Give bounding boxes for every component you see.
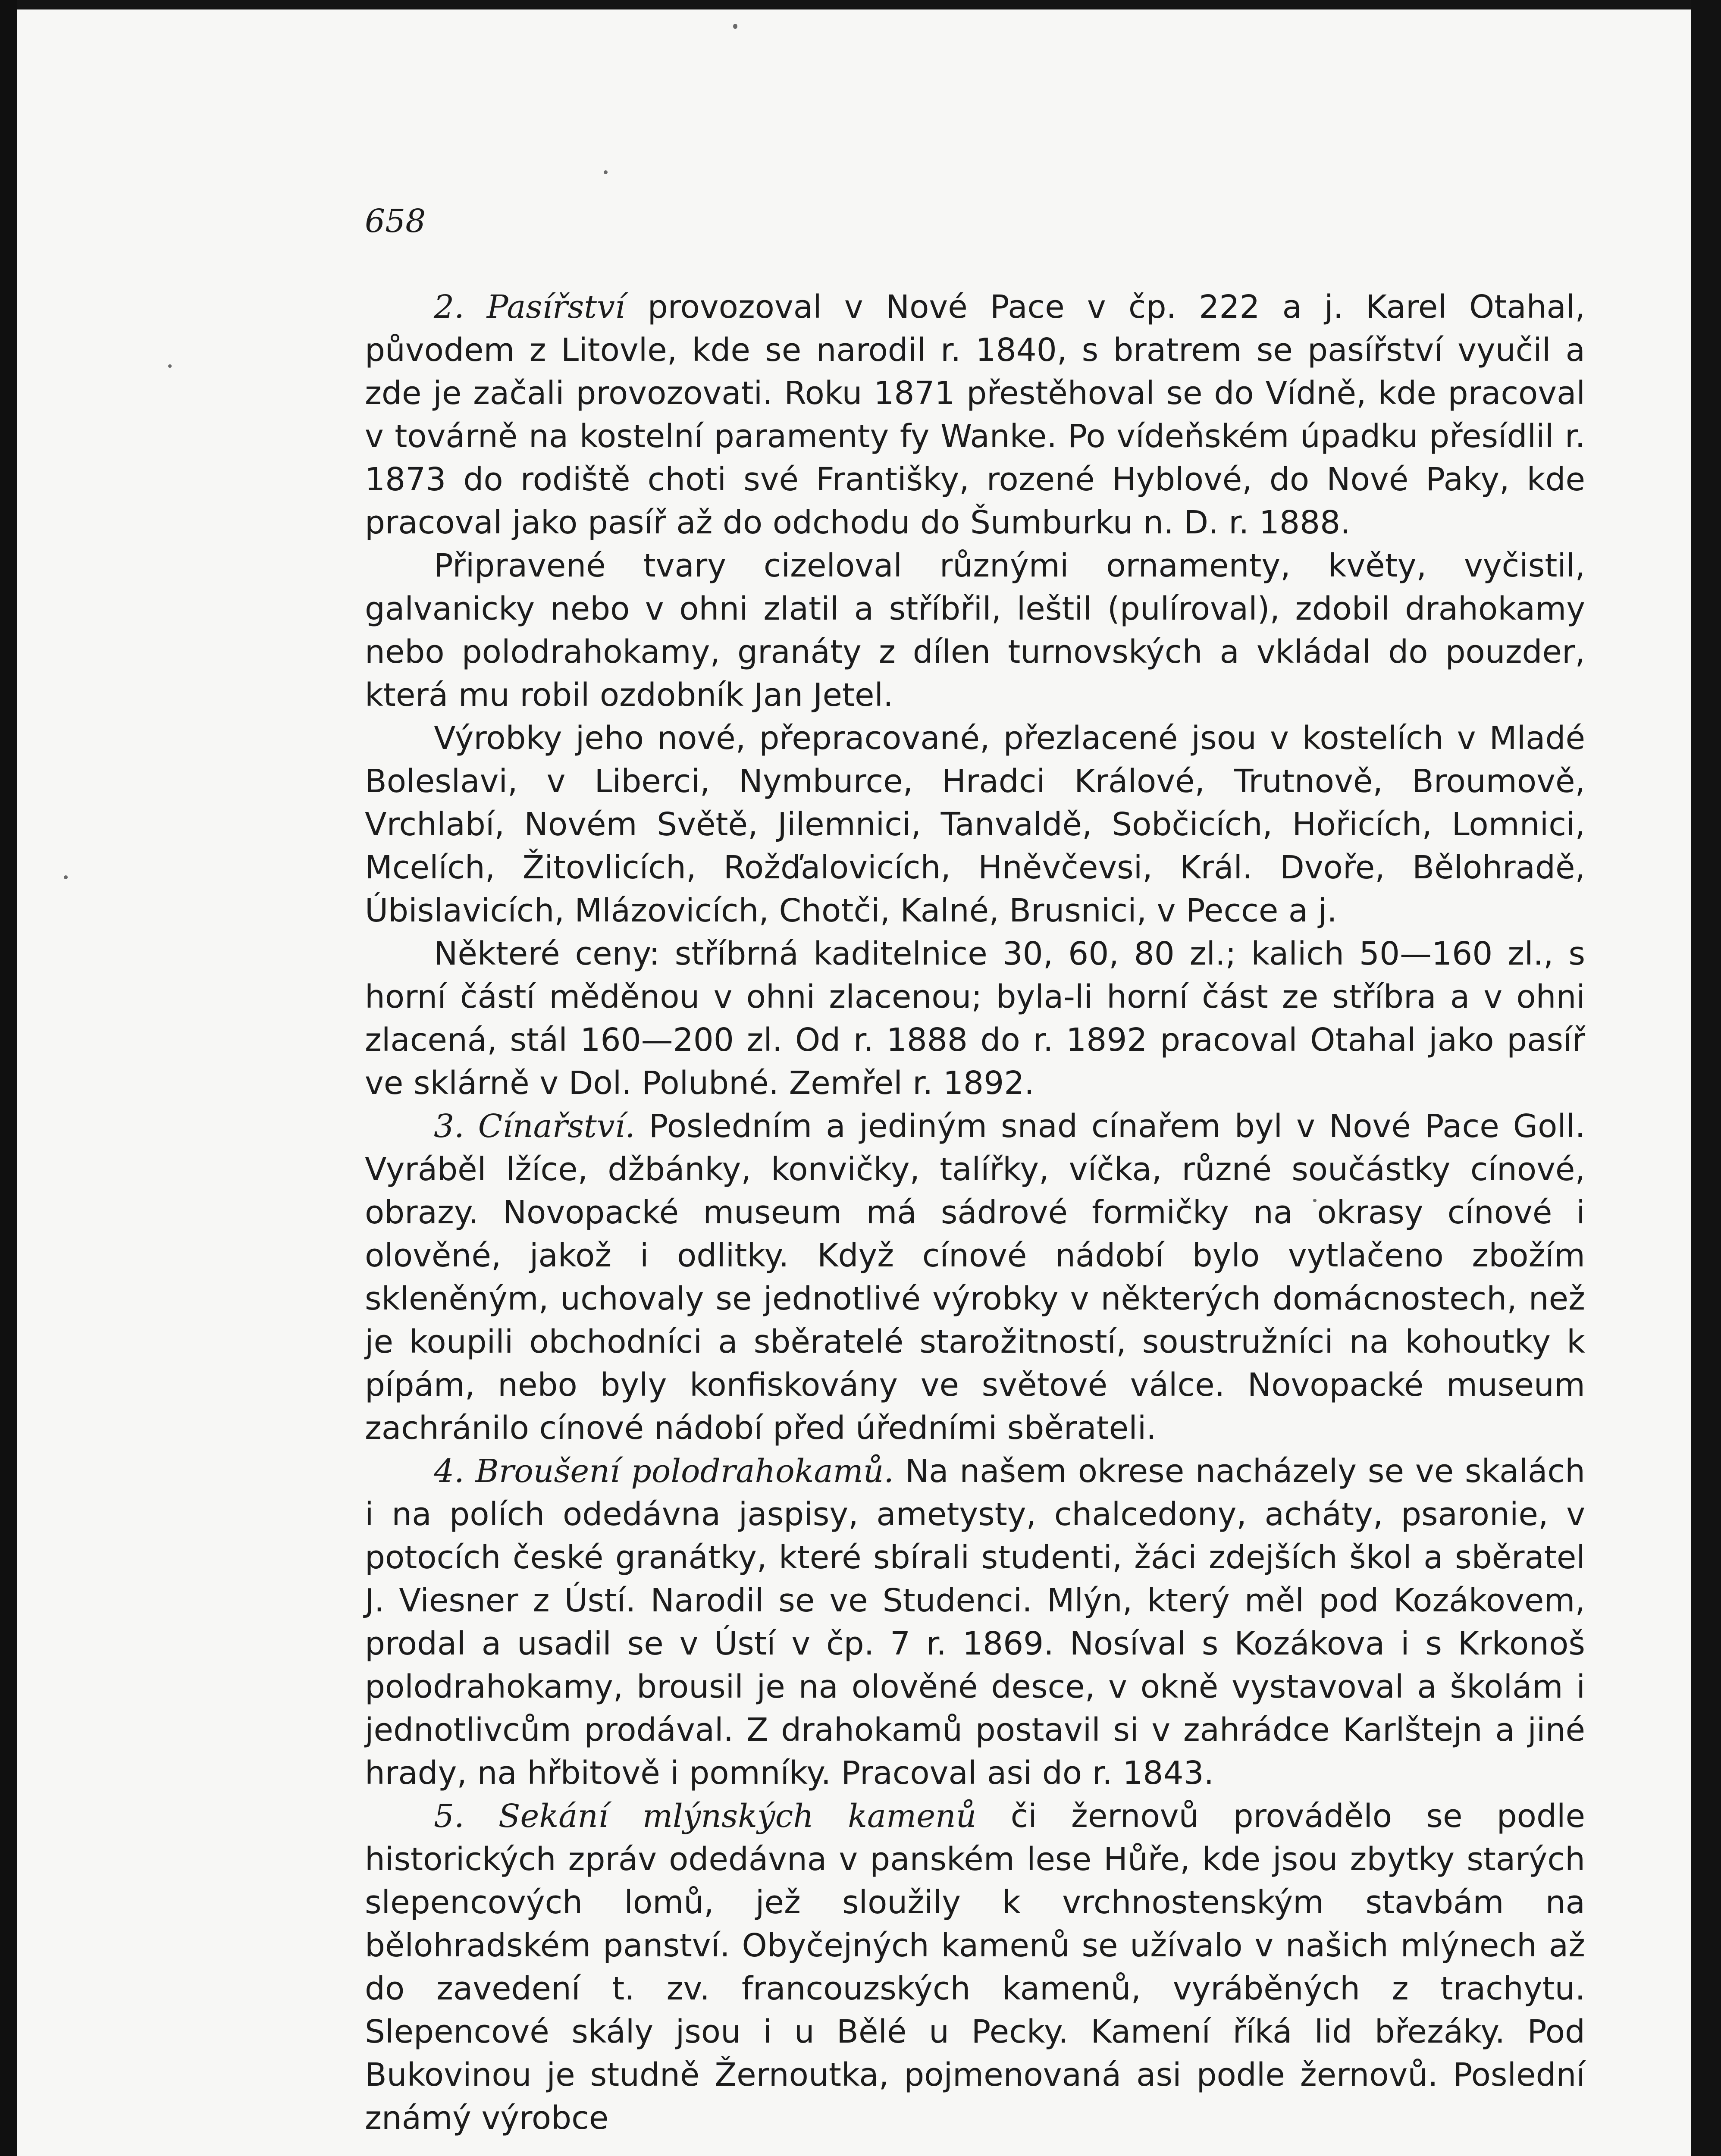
- paragraph-text: Připravené tvary cizeloval různými ornamenty, květy, vyčistil, galvanicky nebo v ohni zlatil a stříbřil, leštil (pulíroval), zdobil drahokamy nebo polodrahokamy, granáty z dílen turnovských a vkládal do pouzder, která mu robil ozdobník Jan Jetel.: [365, 547, 1585, 714]
- paragraph-text: či žernovů provádělo se podle historických zpráv odedávna v panském lese Hůře, kde jsou zbytky starých slepencových lomů, jež sloužily k vrchnostenským stavbám na bělohradském panství. Obyčejných kamenů se užívalo v našich mlýnech až do zavedení t. zv. francouzských kamenů, vyráběných z trachytu. Slepencové skály jsou i u Bělé u Pecky. Kamení říká lid březáky. Pod Bukovinou je studně Žernoutka, pojmenovaná asi podle žernovů. Poslední známý výrobce: [365, 1798, 1586, 2137]
- paragraph: [365, 1450, 1585, 1795]
- section-heading: 4. Broušení polodrahokamů.: [434, 1453, 894, 1490]
- section-heading: 5. Sekání mlýnských kamenů: [434, 1798, 977, 1835]
- paragraph-text: Na našem okrese nacházely se ve skalách i na polích odedávna jaspisy, ametysty, chalcedony, acháty, psaronie, v potocích české granátky, které sbírali studenti, žáci zdejších škol a sběratel J. Viesner z Ústí. Narodil se ve Studenci. Mlýn, který měl pod Kozákovem, prodal a usadil se v Ústí v čp. 7 r. 1869. Nosíval s Kozákova i s Krkonoš polodrahokamy, brousil je na olověné desce, v okně vystavoval a školám i jednotlivcům prodával. Z drahokamů postavil si v zahrádce Karlštejn a jiné hrady, na hřbitově i pomníky. Pracoval asi do r. 1843.: [365, 1453, 1586, 1792]
- paragraph: [365, 717, 1585, 932]
- dust-speck: [64, 875, 68, 879]
- paragraph: [365, 1105, 1585, 1450]
- paragraph: [365, 544, 1585, 717]
- paragraph: [365, 932, 1585, 1105]
- section-heading: 3. Cínařství.: [434, 1108, 635, 1145]
- paragraph-text: provozoval v Nové Pace v čp. 222 a j. Karel Otahal, původem z Litovle, kde se narodil r. 1840, s bratrem se pasířství vyučil a zde je začali provozovati. Roku 1871 přestěhoval se do Vídně, kde pracoval v továrně na kostelní paramenty fy Wanke. Po vídeňském úpadku přesídlil r. 1873 do rodiště choti své Františky, rozené Hyblové, do Nové Paky, kde pracoval jako pasíř až do odchodu do Šumburku n. D. r. 1888.: [365, 288, 1585, 541]
- paragraph-text: Výrobky jeho nové, přepracované, přezlacené jsou v kostelích v Mladé Boleslavi, v Liberci, Nymburce, Hradci Králové, Trutnově, Broumově, Vrchlabí, Novém Světě, Jilemnici, Tanvaldě, Sobčicích, Hořicích, Lomnici, Mcelích, Žitovlicích, Rožďalovicích, Hněvčevsi, Král. Dvoře, Bělohradě, Úbislavicích, Mlázovicích, Chotči, Kalné, Brusnici, v Pecce a j.: [365, 720, 1585, 929]
- dust-speck: [733, 24, 737, 29]
- paragraph-text: Některé ceny: stříbrná kaditelnice 30, 60, 80 zl.; kalich 50—160 zl., s horní částí měděnou v ohni zlacenou; byla-li horní část ze stříbra a v ohni zlacená, stál 160—200 zl. Od r. 1888 do r. 1892 pracoval Otahal jako pasíř ve sklárně v Dol. Polubné. Zemřel r. 1892.: [365, 935, 1585, 1102]
- page-number: 658: [365, 203, 426, 240]
- paragraph-text: Posledním a jediným snad cínařem byl v Nové Pace Goll. Vyráběl lžíce, džbánky, konvičky, talířky, víčka, různé součástky cínové, obrazy. Novopacké museum má sádrové formičky na okrasy cínové i olověné, jakož i odlitky. Když cínové nádobí bylo vytlačeno zbožím skleněným, uchovaly se jednotlivé výrobky v některých domácnostech, než je koupili obchodníci a sběratelé starožitností, soustružníci na kohoutky k pípám, nebo byly konfiskovány ve světové válce. Novopacké museum zachránilo cínové nádobí před úředními sběrateli.: [365, 1108, 1586, 1447]
- paragraph: [365, 1795, 1585, 2140]
- dust-speck: [604, 170, 608, 174]
- scan-edge-left: [0, 0, 17, 2156]
- dust-speck: [168, 364, 172, 368]
- section-heading: 2. Pasířství: [434, 288, 625, 326]
- scan-edge-right: [1691, 0, 1721, 2156]
- body-text: [365, 285, 1585, 2140]
- scan-edge-top: [0, 0, 1721, 9]
- paragraph: [365, 285, 1585, 544]
